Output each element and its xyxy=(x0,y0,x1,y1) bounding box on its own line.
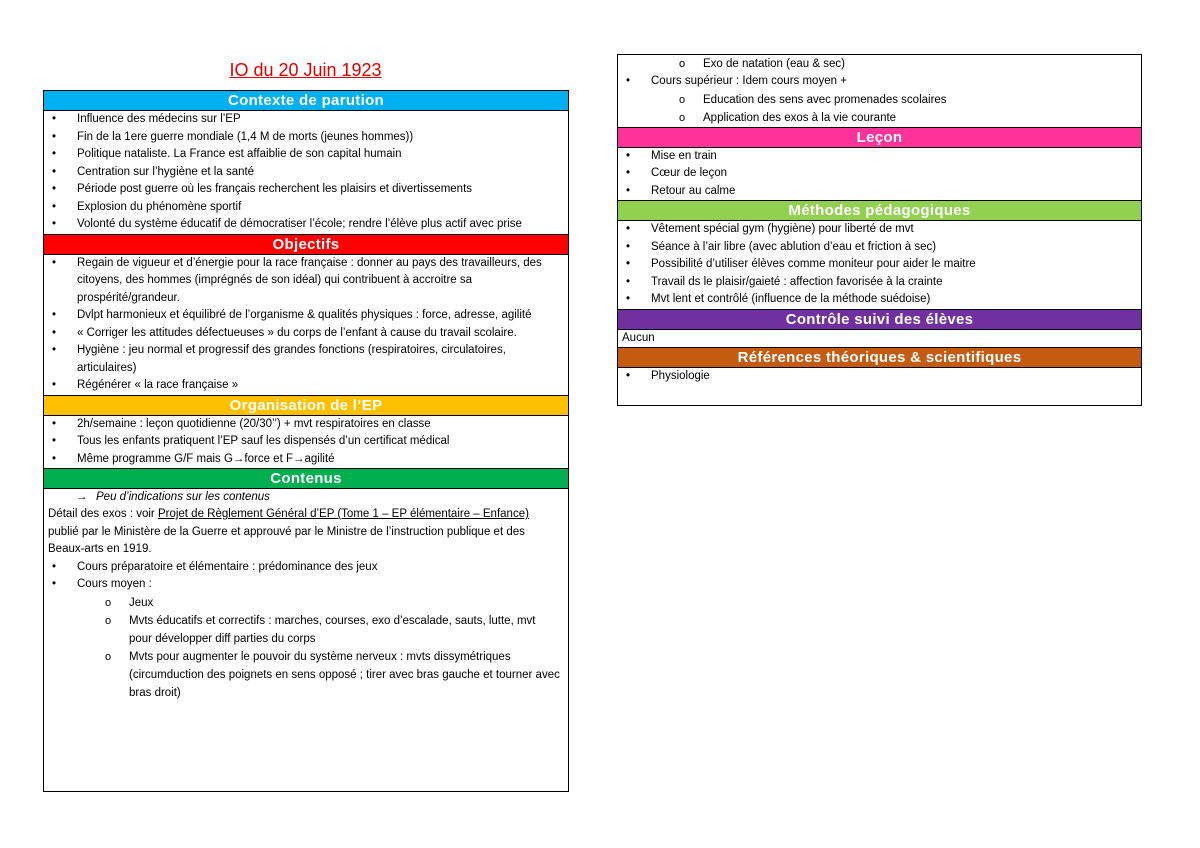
list-item: • Cœur de leçon xyxy=(618,165,1141,183)
contenus-detail xyxy=(44,506,568,559)
list-item: • Regain de vigueur et d’énergie pour la race française : donner au pays des travailleurs, des citoyens, des hommes (imprégnés de son idéal) qui contribuent à accroitre sa prospérité/grandeur. xyxy=(44,255,568,308)
list-item: • Tous les enfants pratiquent l’EP sauf les dispensés d’un certificat médical xyxy=(44,433,568,451)
list-item: • Mise en train xyxy=(618,148,1141,166)
sub-list-item: o Mvts pour augmenter le pouvoir du système nerveux : mvts dissymétriques (circumduction des poignets en sens opposé ; tirer avec bras gauche et tourner avec bras droit) xyxy=(44,648,568,702)
arrow-icon: → xyxy=(76,491,88,503)
sub-list-item: o Education des sens avec promenades scolaires xyxy=(618,91,1141,109)
organisation-list xyxy=(44,416,568,469)
list-item: • Travail ds le plaisir/gaieté : affection favorisée à la crainte xyxy=(618,274,1141,292)
detail-suffix: publié par le Ministère de la Guerre et approuvé par le Ministre de l’instruction publique et des Beaux-arts en 1919. xyxy=(48,525,525,555)
contexte-heading: Contexte de parution xyxy=(44,91,568,111)
list-item: • Vêtement spécial gym (hygiène) pour liberté de mvt xyxy=(618,221,1141,239)
list-item: • Période post guerre où les français recherchent les plaisirs et divertissements xyxy=(44,181,568,199)
cours-moyen-sublist xyxy=(44,594,568,702)
list-item: • Centration sur l’hygiène et la santé xyxy=(44,164,568,182)
contenus-note xyxy=(44,489,568,506)
references-heading: Références théoriques & scientifiques xyxy=(618,347,1141,368)
list-item: • Mvt lent et contrôlé (influence de la méthode suédoise) xyxy=(618,291,1141,309)
list-item: • Influence des médecins sur l’EP xyxy=(44,111,568,129)
list-item: • « Corriger les attitudes défectueuses » du corps de l’enfant à cause du travail scolaire. xyxy=(44,325,568,343)
list-item: • Explosion du phénomène sportif xyxy=(44,199,568,217)
sub-list-item: o Mvts éducatifs et correctifs : marches, courses, exo d’escalade, sauts, lutte, mvt pour développer diff parties du corps xyxy=(44,612,568,648)
list-item: • Dvlpt harmonieux et équilibré de l’organisme & qualités physiques : force, adresse, agilité xyxy=(44,307,568,325)
sub-list-item: o Jeux xyxy=(44,594,568,612)
organisation-heading: Organisation de l’EP xyxy=(44,395,568,416)
page-title: IO du 20 Juin 1923 xyxy=(229,60,382,80)
objectifs-heading: Objectifs xyxy=(44,234,568,255)
controle-heading: Contrôle suivi des élèves xyxy=(618,309,1141,330)
list-item: • 2h/semaine : leçon quotidienne (20/30’’) + mvt respiratoires en classe xyxy=(44,416,568,434)
objectifs-list xyxy=(44,255,568,395)
controle-text: Aucun xyxy=(622,331,655,344)
sub-list-item: o Application des exos à la vie courante xyxy=(618,109,1141,127)
list-item: • Cours supérieur : Idem cours moyen + xyxy=(618,73,1141,91)
right-column-table xyxy=(617,54,1142,406)
list-item: • Cours moyen : xyxy=(44,576,568,594)
list-item: • Retour au calme xyxy=(618,183,1141,201)
list-item: • Possibilité d’utiliser élèves comme moniteur pour aider le maitre xyxy=(618,256,1141,274)
contenus-list xyxy=(44,559,568,594)
lecon-heading: Leçon xyxy=(618,127,1141,148)
references-list xyxy=(618,368,1141,386)
list-item: • Régénérer « la race française » xyxy=(44,377,568,395)
list-item: • Séance à l’air libre (avec ablution d’eau et friction à sec) xyxy=(618,239,1141,257)
lecon-list xyxy=(618,148,1141,201)
cours-superieur-list xyxy=(618,73,1141,91)
contexte-list xyxy=(44,111,568,234)
sub-list-item: o Exo de natation (eau & sec) xyxy=(618,55,1141,73)
left-column-table xyxy=(43,90,569,792)
contenus-heading: Contenus xyxy=(44,468,568,489)
list-item: • Cours préparatoire et élémentaire : prédominance des jeux xyxy=(44,559,568,577)
reglement-reference: Projet de Règlement Général d’EP (Tome 1 – EP élémentaire – Enfance) xyxy=(157,508,529,520)
list-item: • Politique nataliste. La France est affaiblie de son capital humain xyxy=(44,146,568,164)
methodes-heading: Méthodes pédagogiques xyxy=(618,200,1141,221)
list-item: • Hygiène : jeu normal et progressif des grandes fonctions (respiratoires, circulatoires, articulaires) xyxy=(44,342,568,377)
list-item: • Fin de la 1ere guerre mondiale (1,4 M de morts (jeunes hommes)) xyxy=(44,129,568,147)
contenus-note-text: Peu d’indications sur les contenus xyxy=(96,491,270,503)
cours-superieur-sublist xyxy=(618,91,1141,127)
continued-sublist-top xyxy=(618,55,1141,73)
detail-prefix: Détail des exos : voir xyxy=(48,508,158,520)
list-item: • Volonté du système éducatif de démocratiser l’école; rendre l’élève plus actif avec prise xyxy=(44,216,568,234)
list-item: • Même programme G/F mais G→force et F→agilité xyxy=(44,451,568,469)
list-item: • Physiologie xyxy=(618,368,1141,386)
methodes-list xyxy=(618,221,1141,309)
